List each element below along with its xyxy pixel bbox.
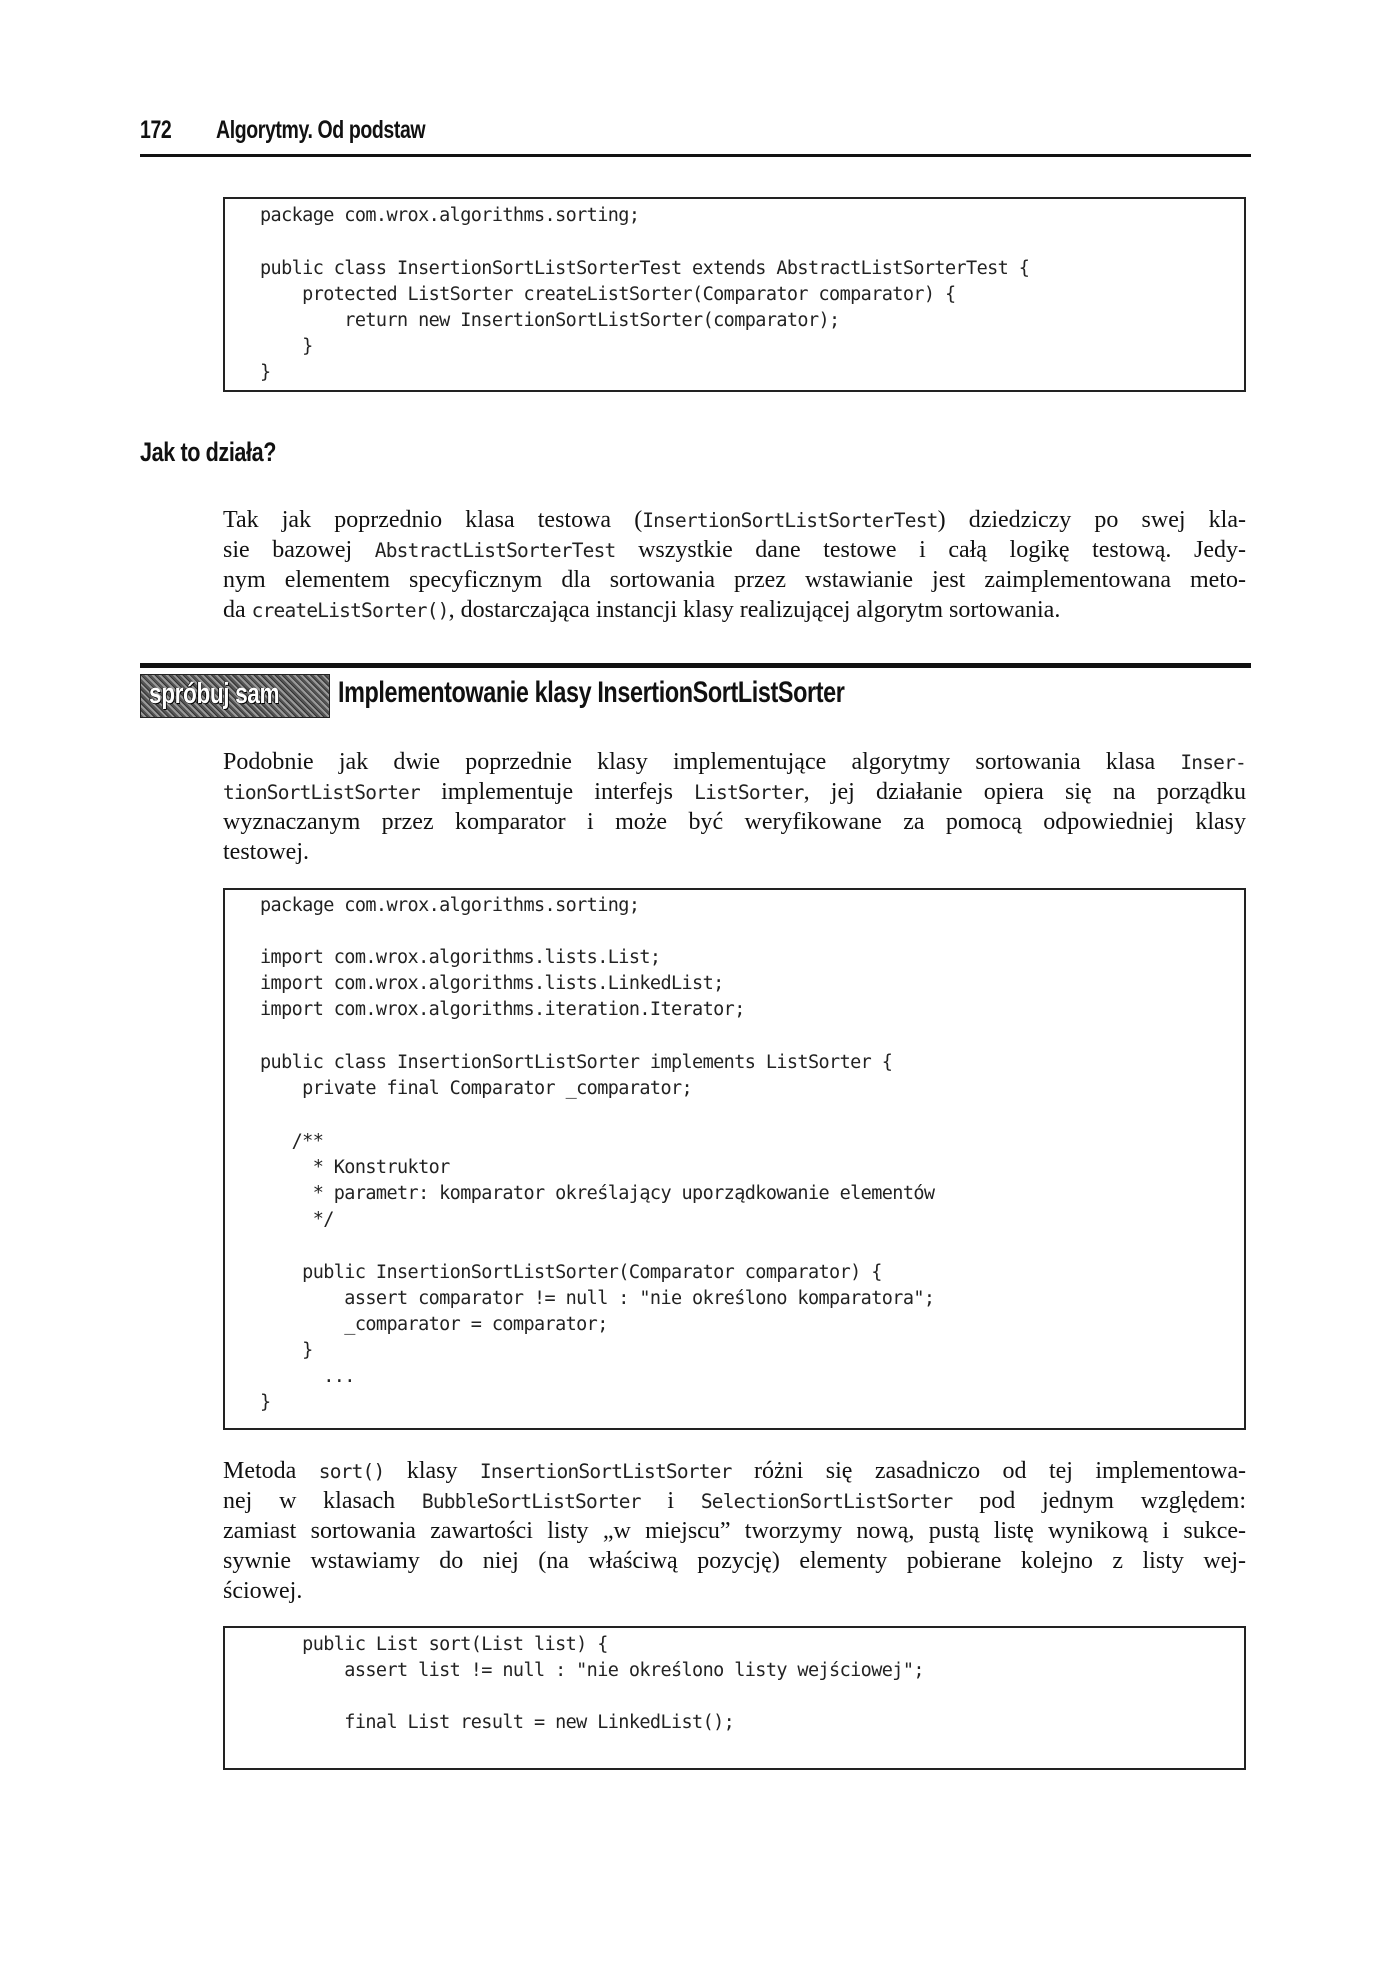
code-line: * parametr: komparator określający uporządkowanie elementów: [260, 1183, 935, 1204]
paragraph-line: testowej.: [223, 839, 309, 865]
paragraph-line: [223, 595, 1246, 626]
text: da: [223, 597, 252, 623]
inline-code: AbstractListSorterTest: [374, 539, 616, 562]
code-line: public class InsertionSortListSorterTest extends AbstractListSorterTest {: [260, 258, 1030, 279]
book-title: Algorytmy. Od podstaw: [216, 116, 426, 144]
paragraph-line: [223, 747, 1246, 778]
text: różni się zasadniczo od tej implementowa-: [731, 1458, 1246, 1484]
try-it-badge: [140, 674, 330, 718]
code-line: private final Comparator _comparator;: [260, 1078, 693, 1099]
code-line: package com.wrox.algorithms.sorting;: [260, 205, 640, 226]
text: , dostarczająca instancji klasy realizującej algorytm sortowania.: [448, 597, 1061, 623]
code-listing-test: [223, 197, 1246, 392]
paragraph-line: [223, 535, 1246, 566]
code-line: public class InsertionSortListSorter implements ListSorter {: [260, 1052, 893, 1073]
paragraph-line: nym elementem specyficznym dla sortowania przez wstawianie jest zaimplementowana meto-: [223, 567, 1246, 593]
inline-code: createListSorter(): [251, 599, 449, 622]
text: wszystkie dane testowe i całą logikę testową. Jedy-: [615, 537, 1246, 563]
code-line: _comparator = comparator;: [260, 1314, 608, 1335]
code-line: * Konstruktor: [260, 1157, 450, 1178]
page-header: [140, 112, 1251, 157]
code-line: public List sort(List list) {: [260, 1634, 608, 1655]
code-line: }: [260, 336, 313, 357]
page-number: 172: [140, 116, 172, 144]
text: sie bazowej: [223, 537, 375, 563]
text: ) dziedziczy po swej kla-: [937, 507, 1246, 533]
code-line: import com.wrox.algorithms.iteration.Iterator;: [260, 999, 745, 1020]
paragraph-line: [223, 1456, 1246, 1487]
code-line: import com.wrox.algorithms.lists.List;: [260, 947, 661, 968]
text: Metoda: [223, 1458, 319, 1484]
text: i: [640, 1488, 701, 1514]
code-line: package com.wrox.algorithms.sorting;: [260, 895, 640, 916]
code-line: }: [260, 1392, 271, 1413]
section-heading: Jak to działa?: [140, 437, 277, 467]
paragraph-line: ściowej.: [223, 1578, 303, 1604]
code-line: ...: [260, 1366, 355, 1387]
code-line: import com.wrox.algorithms.lists.LinkedList;: [260, 973, 724, 994]
code-line: final List result = new LinkedList();: [260, 1712, 735, 1733]
inline-code: sort(): [318, 1460, 385, 1483]
inline-code: InsertionSortListSorter: [479, 1460, 732, 1483]
inline-code: InsertionSortListSorterTest: [642, 509, 938, 532]
paragraph-line: [223, 505, 1246, 536]
inline-code: SelectionSortListSorter: [700, 1490, 953, 1513]
code-listing-class: [223, 888, 1246, 1430]
code-line: */: [260, 1209, 334, 1230]
inline-code: tionSortListSorter: [223, 781, 420, 804]
code-line: }: [260, 362, 271, 383]
code-line: public InsertionSortListSorter(Comparator comparator) {: [260, 1262, 882, 1283]
try-it-title: Implementowanie klasy InsertionSortListSorter: [338, 676, 845, 709]
code-line: assert comparator != null : "nie określono komparatora";: [260, 1288, 935, 1309]
paragraph-line: [223, 1486, 1246, 1517]
paragraph-line: sywnie wstawiamy do niej (na właściwą pozycję) elementy pobierane kolejno z listy wej-: [223, 1548, 1246, 1574]
text: implementuje interfejs: [419, 779, 695, 805]
paragraph-line: wyznaczanym przez komparator i może być weryfikowane za pomocą odpowiedniej klasy: [223, 809, 1246, 835]
text: , jej działanie opiera się na porządku: [803, 779, 1246, 805]
inline-code: ListSorter: [694, 781, 804, 804]
text: klasy: [384, 1458, 480, 1484]
try-it-badge-label: spróbuj sam: [149, 678, 280, 710]
text: pod jednym względem:: [952, 1488, 1247, 1514]
inline-code: Inser-: [1180, 751, 1246, 774]
code-line: assert list != null : "nie określono listy wejściowej";: [260, 1660, 924, 1681]
text: Tak jak poprzednio klasa testowa (: [223, 507, 643, 533]
text: nej w klasach: [223, 1488, 422, 1514]
inline-code: BubbleSortListSorter: [421, 1490, 641, 1513]
code-line: /**: [260, 1131, 324, 1152]
section-rule: [140, 663, 1251, 668]
paragraph-line: zamiast sortowania zawartości listy „w miejscu” tworzymy nową, pustą listę wynikową i sukce-: [223, 1518, 1246, 1544]
code-line: return new InsertionSortListSorter(comparator);: [260, 310, 840, 331]
paragraph-line: [223, 777, 1246, 808]
code-listing-sort: [223, 1626, 1246, 1770]
text: Podobnie jak dwie poprzednie klasy implementujące algorytmy sortowania klasa: [223, 749, 1181, 775]
code-line: protected ListSorter createListSorter(Comparator comparator) {: [260, 284, 956, 305]
code-line: }: [260, 1340, 313, 1361]
